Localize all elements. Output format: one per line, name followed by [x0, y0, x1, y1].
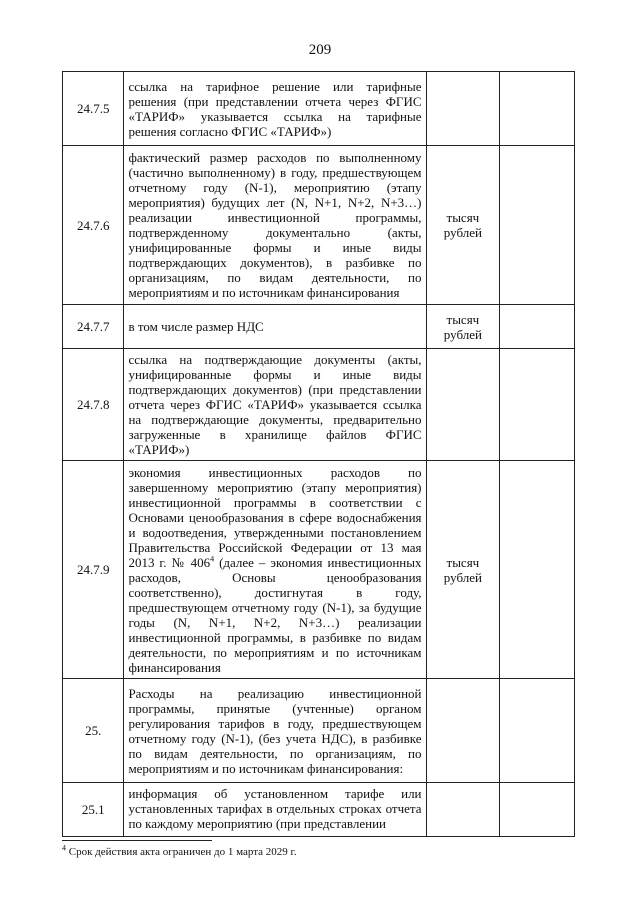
- row-number: 24.7.8: [63, 349, 124, 461]
- row-number: 25.1: [63, 783, 124, 837]
- row-description: [124, 461, 426, 679]
- footnote: [62, 843, 297, 858]
- table-row: [63, 349, 575, 461]
- table-row: [63, 305, 575, 349]
- row-unit: [426, 72, 500, 146]
- footnote-mark: 4: [62, 843, 66, 853]
- row-number: 24.7.7: [63, 305, 124, 349]
- row-description-part: (далее – экономия инвестиционных расходов, Основы ценообразования соответственно), достигнутая в году, предшествующем отчетному году (N-1), за будущие годы (N, N+1, N+2, N+3…) реализации инвестиционной программы, в разбивке по видам деятельности, по мероприятиям и по источникам финансирования: [128, 554, 422, 675]
- row-unit: [426, 783, 500, 837]
- row-description: в том числе размер НДС: [124, 305, 426, 349]
- table-row: [63, 679, 575, 783]
- requirements-table: [62, 71, 575, 837]
- row-value-cell: [500, 783, 575, 837]
- row-unit: тысяч рублей: [426, 146, 500, 305]
- row-value-cell: [500, 461, 575, 679]
- row-value-cell: [500, 72, 575, 146]
- row-unit: [426, 349, 500, 461]
- row-description: информация об установленном тарифе или установленных тарифах в отдельных строках отчета по каждому мероприятию (при представлении: [124, 783, 426, 837]
- footnote-text: Срок действия акта ограничен до 1 марта 2029 г.: [66, 846, 297, 858]
- row-number: 24.7.5: [63, 72, 124, 146]
- table-row: [63, 146, 575, 305]
- row-description: Расходы на реализацию инвестиционной программы, принятые (учтенные) органом регулирования тарифов в году, предшествующем отчетному году (N-1), (без учета НДС), в разбивке по видам деятельности, по организациям, по мероприятиям и по источникам финансирования:: [124, 679, 426, 783]
- row-value-cell: [500, 146, 575, 305]
- row-value-cell: [500, 305, 575, 349]
- row-number: 24.7.9: [63, 461, 124, 679]
- row-description: ссылка на подтверждающие документы (акты, унифицированные формы и иные виды подтверждающих документов) (при представлении отчета через ФГИС «ТАРИФ» указывается ссылка на подтверждающие документы, предварительно загруженные в хранилище файлов ФГИС «ТАРИФ»): [124, 349, 426, 461]
- row-description: ссылка на тарифное решение или тарифные решения (при представлении отчета через ФГИС «ТАРИФ» указывается ссылка на тарифные решения согласно ФГИС «ТАРИФ»): [124, 72, 426, 146]
- table-row: [63, 461, 575, 679]
- row-unit: тысяч рублей: [426, 461, 500, 679]
- row-number: 24.7.6: [63, 146, 124, 305]
- footnote-separator: [62, 840, 212, 841]
- row-description: фактический размер расходов по выполненному (частично выполненному) в году, предшествующем отчетному году (N-1), мероприятию (этапу мероприятия) будущих лет (N, N+1, N+2, N+3…) реализации инвестиционной программы, подтвержденному документально (акты, унифицированные формы и иные виды подтверждающих документов), в разбивке по организациям, по видам деятельности, по мероприятиям и по источникам финансирования: [124, 146, 426, 305]
- table-row: [63, 783, 575, 837]
- page-number: 209: [308, 42, 332, 58]
- row-value-cell: [500, 349, 575, 461]
- table-row: [63, 72, 575, 146]
- row-unit: [426, 679, 500, 783]
- footnote-reference: 4: [210, 554, 215, 564]
- row-unit: тысяч рублей: [426, 305, 500, 349]
- row-description-part: экономия инвестиционных расходов по завершенному мероприятию (этапу мероприятия) инвестиционной программы в соответствии с Основами ценообразования в сфере водоснабжения и водоотведения, утвержденными постановлением Правительства Российской Федерации от 13 мая 2013 г. № 406: [128, 464, 422, 570]
- row-value-cell: [500, 679, 575, 783]
- row-number: 25.: [63, 679, 124, 783]
